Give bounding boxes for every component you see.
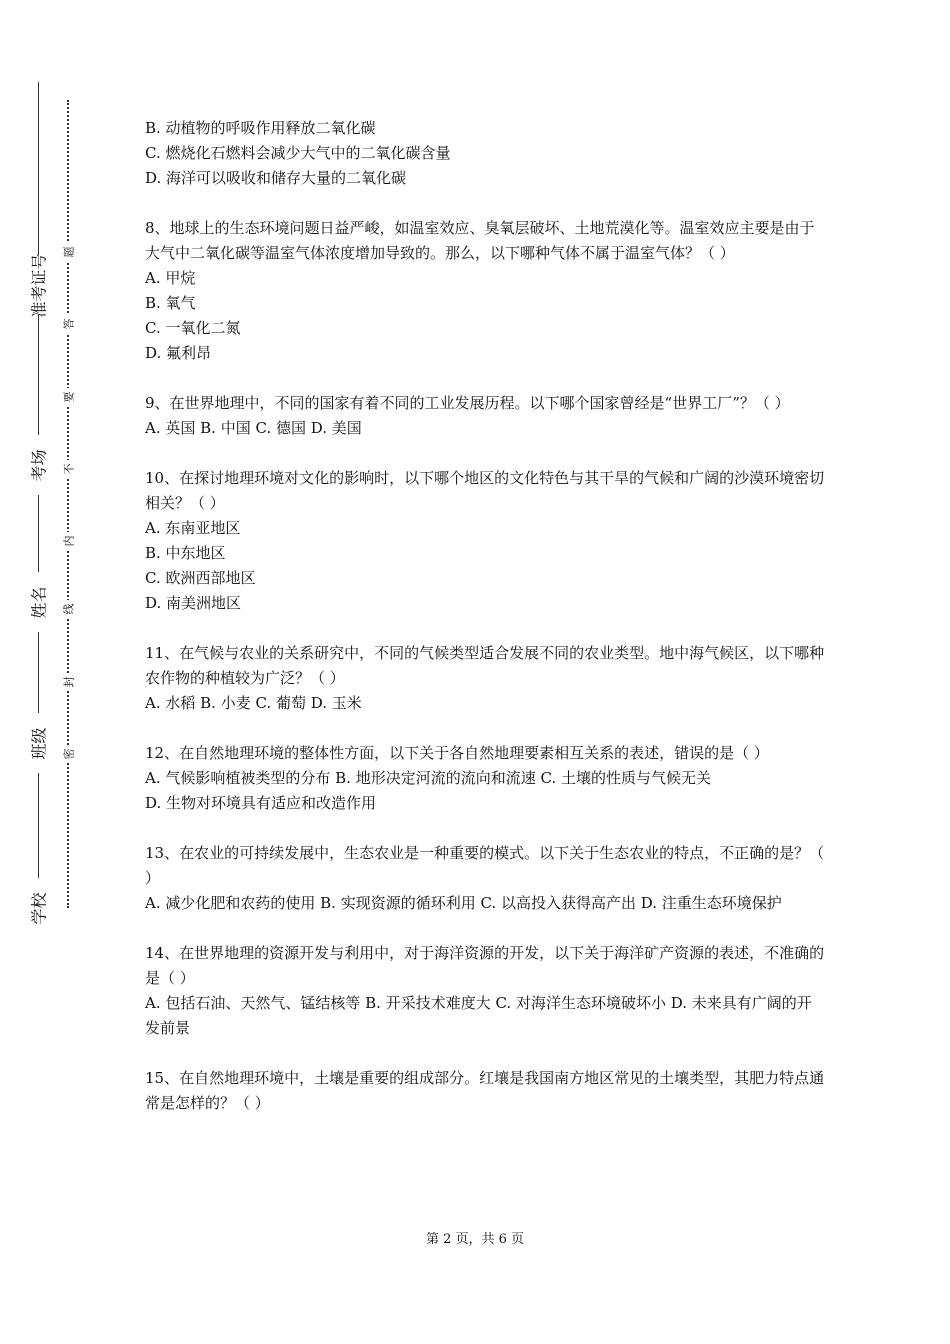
question-9 [145,391,825,441]
option: A. 水稻 B. 小麦 C. 葡萄 D. 玉米 [145,694,362,712]
seal-mark: 答 [59,315,77,333]
question-14 [145,941,825,1041]
option: A. 英国 B. 中国 C. 德国 D. 美国 [145,419,362,437]
option: C. 一氧化二氮 [145,319,241,337]
previous-question-options [145,116,825,191]
seal-mark: 内 [59,532,77,550]
option: B. 中东地区 [145,544,226,562]
class-label: 班级 [20,713,56,773]
option: C. 燃烧化石燃料会减少大气中的二氧化碳含量 [145,144,451,162]
option: D. 氟利昂 [145,344,212,362]
option: B. 动植物的呼吸作用释放二氧化碳 [145,119,376,137]
question-stem: 14、在世界地理的资源开发与利用中，对于海洋资源的开发，以下关于海洋矿产资源的表述，不准确的是（ ） [145,944,825,987]
school-label: 学校 [20,878,56,938]
question-stem: 15、在自然地理环境中，土壤是重要的组成部分。红壤是我国南方地区常见的土壤类型，其肥力特点通常是怎样的？（ ） [145,1069,825,1112]
option: A. 东南亚地区 [145,519,241,537]
option: D. 海洋可以吸收和储存大量的二氧化碳 [145,169,407,187]
question-13 [145,841,825,916]
seal-mark: 封 [59,673,77,691]
question-stem: 8、地球上的生态环境问题日益严峻，如温室效应、臭氧层破坏、土地荒漠化等。温室效应主要是由于大气中二氧化碳等温室气体浓度增加导致的。那么，以下哪种气体不属于温室气体？（ ） [145,219,815,262]
option: D. 生物对环境具有适应和改造作用 [145,794,377,812]
option: A. 减少化肥和农药的使用 B. 实现资源的循环利用 C. 以高投入获得高产出 D. 注重生态环境保护 [145,894,782,912]
option: B. 氧气 [145,294,196,312]
seal-mark: 密 [59,745,77,763]
question-stem: 11、在气候与农业的关系研究中，不同的气候类型适合发展不同的农业类型。地中海气候区，以下哪种农作物的种植较为广泛？（ ） [145,644,825,687]
seal-line [67,100,69,908]
question-stem: 13、在农业的可持续发展中，生态农业是一种重要的模式。以下关于生态农业的特点，不正确的是？（ ） [145,844,825,887]
seal-mark: 线 [59,600,77,618]
question-stem: 12、在自然地理环境的整体性方面，以下关于各自然地理要素相互关系的表述，错误的是（ ） [145,744,769,762]
question-10 [145,466,825,616]
question-stem: 10、在探讨地理环境对文化的影响时，以下哪个地区的文化特色与其干旱的气候和广阔的沙漠环境密切相关？（ ） [145,469,825,512]
exam-room-label: 考场 [20,435,56,495]
option: A. 包括石油、天然气、锰结核等 B. 开采技术难度大 C. 对海洋生态环境破坏小 D. 未来具有广阔的开发前景 [145,994,812,1037]
name-label: 姓名 [20,572,56,632]
question-11 [145,641,825,716]
option: D. 南美洲地区 [145,594,242,612]
option: C. 欧洲西部地区 [145,569,256,587]
question-content [145,116,825,1116]
option: A. 甲烷 [145,269,196,287]
exam-number-label: 准考证号 [20,255,56,315]
question-stem: 9、在世界地理中，不同的国家有着不同的工业发展历程。以下哪个国家曾经是“世界工厂”？（ ） [145,394,790,412]
seal-mark: 题 [59,243,77,261]
seal-mark: 要 [59,388,77,406]
page-number: 第 2 页，共 6 页 [425,1232,525,1247]
option: A. 气候影响植被类型的分布 B. 地形决定河流的流向和流速 C. 土壤的性质与气候无关 [145,769,711,787]
question-8 [145,216,825,366]
question-15 [145,1066,825,1116]
question-12 [145,741,825,816]
binding-line [38,82,39,932]
seal-mark: 不 [59,460,77,478]
